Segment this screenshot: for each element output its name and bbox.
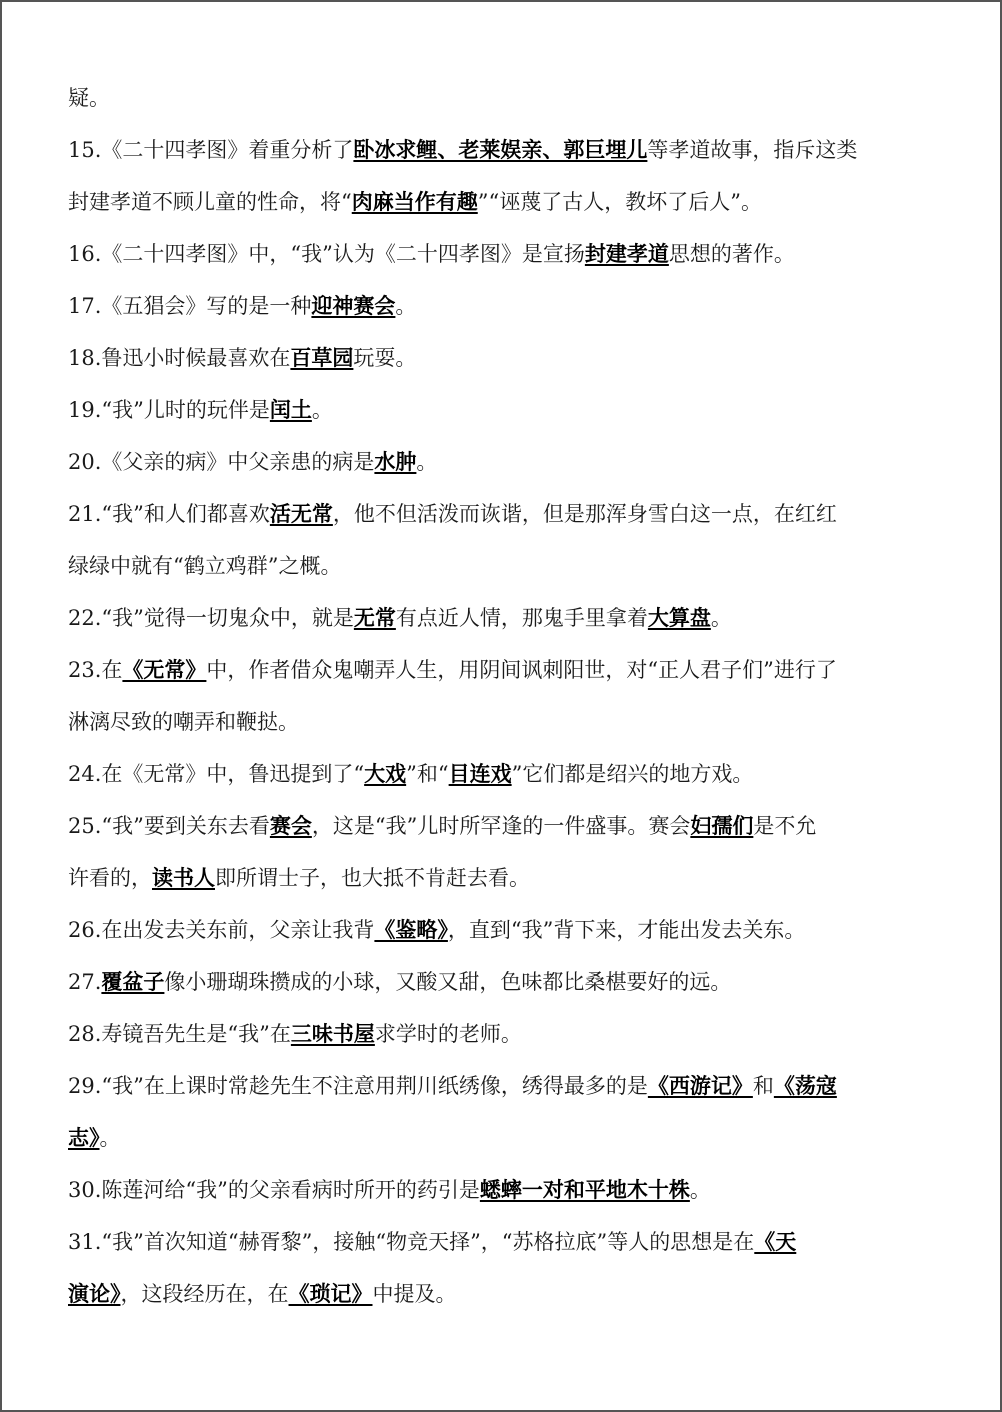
answer-text: 赛会 [269,813,312,838]
question-text: 像小珊瑚珠攒成的小球，又酸又甜，色味都比桑椹要好的远。 [164,970,732,994]
question-text: ，直到“我”背下来，才能出发去关东。 [447,918,806,942]
text-line [68,1164,948,1216]
question-text: 27. [68,970,102,994]
question-text: 中，作者借众鬼嘲弄人生，用阴间讽刺阳世，对“正人君子们”进行了 [206,658,837,682]
answer-text: 活无常 [269,501,333,526]
answer-text: 三味书屋 [290,1021,375,1046]
question-text: ”它们都是绍兴的地方戏。 [511,762,754,786]
text-line [68,124,948,176]
question-text: 21.“我”和人们都喜欢 [68,502,270,526]
text-line [68,644,948,696]
answer-text: 水肿 [374,449,417,474]
answer-text: 志》 [68,1125,100,1150]
text-line [68,852,948,904]
question-text: 16.《二十四孝图》中，“我”认为《二十四孝图》是宣扬 [68,242,585,266]
answer-text: 肉麻当作有趣 [351,189,478,214]
answer-text: 闰土 [269,397,312,422]
answer-text: 大戏 [364,761,407,786]
answer-text: 迎神赛会 [311,293,396,318]
answer-text: 卧冰求鲤、老莱娱亲、郭巨埋儿 [353,137,648,162]
text-line [68,1112,948,1164]
question-text: 中提及。 [372,1282,457,1306]
answer-text: 妇孺们 [690,813,754,838]
answer-text: 《无常》 [122,657,207,682]
question-text: 22.“我”觉得一切鬼众中，就是 [68,606,354,630]
question-text: 即所谓士子，也大抵不肯赶去看。 [215,866,530,890]
answer-text: 蟋蟀一对和平地木十株 [479,1177,690,1202]
question-text: 18.鲁迅小时候最喜欢在 [68,346,291,370]
answer-text: 大算盘 [647,605,711,630]
text-line [68,280,948,332]
text-line [68,72,948,124]
question-text: 思想的著作。 [668,242,795,266]
question-text: 23.在 [68,658,123,682]
question-text: 封建孝道不顾儿童的性命，将“ [68,190,352,214]
text-line [68,436,948,488]
text-line [68,176,948,228]
question-text: 15.《二十四孝图》着重分析了 [68,138,354,162]
question-text: ”和“ [406,762,449,786]
question-text: ，这是“我”儿时所罕逢的一件盛事。赛会 [311,814,691,838]
question-text: 26.在出发去关东前，父亲让我背 [68,918,375,942]
text-line [68,332,948,384]
question-text: 19.“我”儿时的玩伴是 [68,398,270,422]
answer-text: 覆盆子 [101,969,165,994]
text-line [68,904,948,956]
question-text: 淋漓尽致的嘲弄和鞭挞。 [68,710,299,734]
answer-text: 《荡寇 [773,1073,837,1098]
document-body [68,72,948,1320]
text-line [68,384,948,436]
question-text: 。 [710,606,732,630]
text-line [68,1008,948,1060]
question-text: 。 [99,1126,121,1150]
text-line [68,800,948,852]
question-text: 17.《五猖会》写的是一种 [68,294,312,318]
answer-text: 演论》 [68,1281,121,1306]
answer-text: 《西游记》 [647,1073,753,1098]
question-text: 和 [752,1074,774,1098]
question-text: 25.“我”要到关东去看 [68,814,270,838]
question-text: 28.寿镜吾先生是“我”在 [68,1022,291,1046]
question-text: 24.在《无常》中，鲁迅提到了“ [68,762,365,786]
question-text: 疑。 [68,86,110,110]
question-text: 等孝道故事，指斥这类 [647,138,858,162]
question-text: 绿绿中就有“鹤立鸡群”之概。 [68,554,342,578]
text-line [68,696,948,748]
answer-text: 百草园 [290,345,354,370]
text-line [68,592,948,644]
answer-text: 《鉴略》 [374,917,448,942]
answer-text: 《琐记》 [288,1281,373,1306]
answer-text: 封建孝道 [584,241,669,266]
text-line [68,748,948,800]
question-text: 玩耍。 [353,346,417,370]
text-line [68,540,948,592]
text-line [68,228,948,280]
question-text: 。 [395,294,417,318]
question-text: 求学时的老师。 [374,1022,522,1046]
question-text: 。 [311,398,333,422]
question-text: 许看的， [68,866,152,890]
text-line [68,1060,948,1112]
text-line [68,1216,948,1268]
question-text: 31.“我”首次知道“赫胥黎”，接触“物竞天择”，“苏格拉底”等人的思想是在 [68,1230,755,1254]
question-text: ，他不但活泼而诙谐，但是那浑身雪白这一点，在红红 [332,502,837,526]
answer-text: 读书人 [152,865,215,890]
question-text: 有点近人情，那鬼手里拿着 [395,606,648,630]
question-text: ，这段经历在，在 [120,1282,289,1306]
question-text: ”“诬蔑了古人，教坏了后人”。 [477,190,762,214]
question-text: 20.《父亲的病》中父亲患的病是 [68,450,375,474]
question-text: 。 [689,1178,711,1202]
question-text: 。 [416,450,438,474]
question-text: 是不允 [753,814,817,838]
answer-text: 目连戏 [448,761,512,786]
question-text: 29.“我”在上课时常趁先生不注意用荆川纸绣像，绣得最多的是 [68,1074,648,1098]
answer-text: 《天 [754,1229,797,1254]
text-line [68,488,948,540]
text-line [68,1268,948,1320]
question-text: 30.陈莲河给“我”的父亲看病时所开的药引是 [68,1178,480,1202]
text-line [68,956,948,1008]
answer-text: 无常 [353,605,396,630]
